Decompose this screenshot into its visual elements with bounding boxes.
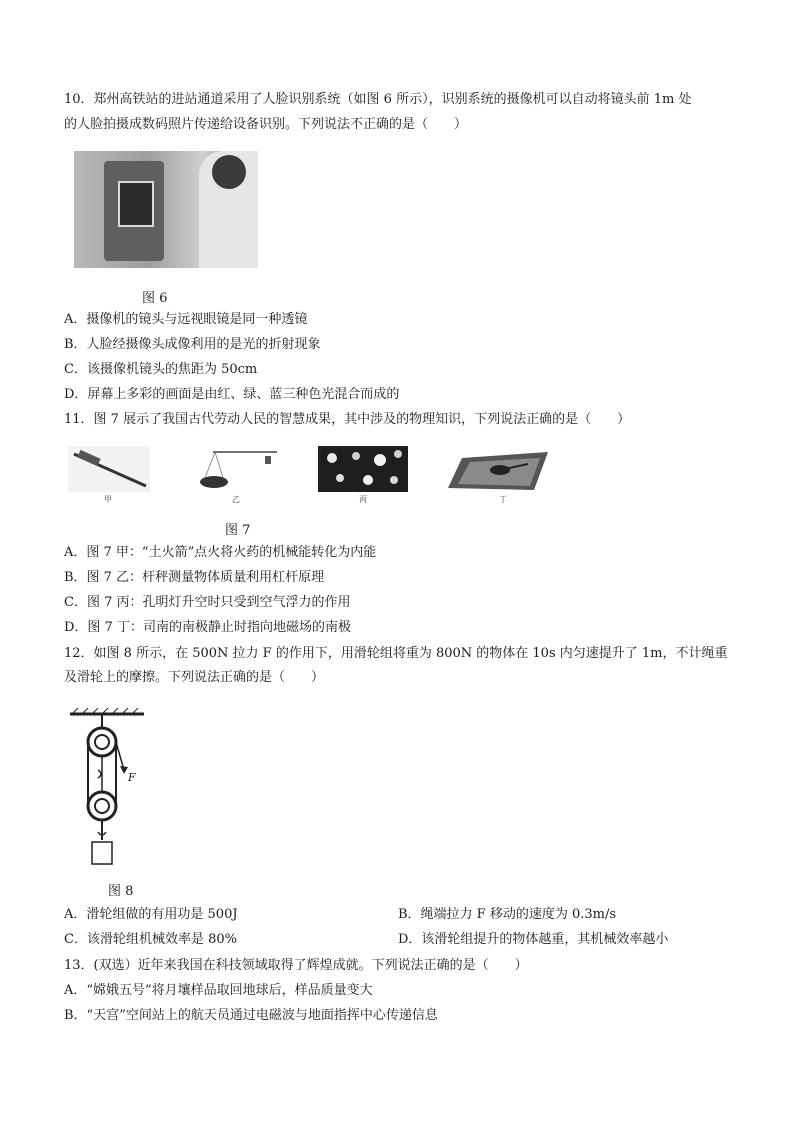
figure-7-jia-rocket	[68, 446, 150, 492]
q12-option-d: D．该滑轮组提升的物体越重，其机械效率越小	[398, 932, 669, 947]
figure-7-label-yi: 乙	[232, 495, 240, 504]
figure-7-label-jia: 甲	[104, 495, 112, 504]
figure-7-label-bing: 丙	[359, 495, 367, 504]
q12-option-c: C．该滑轮组机械效率是 80%	[64, 932, 237, 947]
q10-option-a: A．摄像机的镜头与远视眼镜是同一种透镜	[64, 312, 308, 327]
figure-7-yi-steelyard	[193, 446, 279, 492]
q10-text-line1: 10．郑州高铁站的进站通道采用了人脸识别系统（如图 6 所示），识别系统的摄像机可以自动将镜头前 1m 处	[64, 92, 692, 107]
figure-7-label-ding: 丁	[499, 495, 507, 504]
figure-7-bing-sky-lanterns	[318, 446, 408, 492]
figure-8-pulley-system	[62, 708, 152, 873]
kiosk-device	[104, 161, 164, 261]
q10-text-line2: 的人脸拍摄成数码照片传递给设备识别。下列说法不正确的是（ ）	[64, 117, 468, 132]
q11-option-c: C．图 7 丙：孔明灯升空时只受到空气浮力的作用	[64, 595, 351, 610]
figure-6-caption: 图 6	[142, 291, 168, 306]
q13-option-a: A．“嫦娥五号”将月壤样品取回地球后，样品质量变大	[64, 983, 373, 998]
q10-option-b: B．人脸经摄像头成像利用的是光的折射现象	[64, 337, 321, 352]
q10-option-d: D．屏幕上多彩的画面是由红、绿、蓝三种色光混合而成的	[64, 387, 400, 402]
figure-7-caption: 图 7	[225, 523, 251, 538]
q13-text-line1: 13．(双选）近年来我国在科技领域取得了辉煌成就。下列说法正确的是（ ）	[64, 958, 528, 973]
figure-6-face-recognition-photo	[74, 151, 258, 268]
q13-option-b: B．“天宫”空间站上的航天员通过电磁波与地面指挥中心传递信息	[64, 1008, 438, 1023]
person-head	[212, 155, 246, 189]
kiosk-screen	[118, 181, 154, 227]
q10-option-c: C．该摄像机镜头的焦距为 50cm	[64, 362, 258, 377]
q11-text-line1: 11．图 7 展示了我国古代劳动人民的智慧成果，其中涉及的物理知识，下列说法正确的是（ ）	[64, 412, 631, 427]
force-label-f: F	[128, 771, 136, 784]
figure-8-caption: 图 8	[108, 884, 134, 899]
q12-option-a: A．滑轮组做的有用功是 500J	[64, 907, 238, 922]
q12-option-b: B．绳端拉力 F 移动的速度为 0.3m/s	[398, 907, 617, 922]
q11-option-d: D．图 7 丁：司南的南极静止时指向地磁场的南极	[64, 620, 351, 635]
figure-7-ding-compass	[444, 446, 550, 492]
q11-option-a: A．图 7 甲：“土火箭”点火将火药的机械能转化为内能	[64, 545, 377, 560]
q12-text-line1: 12．如图 8 所示，在 500N 拉力 F 的作用下，用滑轮组将重为 800N 的物体在 10s 内匀速提升了 1m，不计绳重	[64, 646, 728, 661]
q12-text-line2: 及滑轮上的摩擦。下列说法正确的是（ ）	[64, 670, 325, 685]
q11-option-b: B．图 7 乙：杆秤测量物体质量利用杠杆原理	[64, 570, 325, 585]
